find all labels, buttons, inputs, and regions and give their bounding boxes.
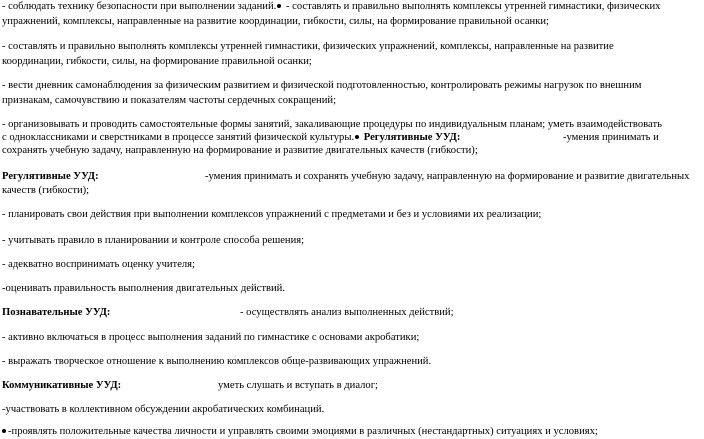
paragraph-10-text: - осуществлять анализ выполненных действий; [240,307,454,318]
paragraph-9: -оценивать правильность выполнения двигательных действий. [2,283,285,294]
paragraph-5-line-2: качеств (гибкости); [2,185,90,196]
communicative-heading: Коммуникативные УУД: [2,380,122,391]
paragraph-1-text-b: - составлять и правильно выполнять комплексы утренней гимнастики, физических [283,1,661,12]
paragraph-2-line-1: - составлять и правильно выполнять комплексы утренней гимнастики, физических упражнений, комплексы, направленные на развитие [2,41,614,52]
regulatory-heading-inline: Регулятивные УУД: [361,132,461,143]
paragraph-11: - активно включаться в процесс выполнения заданий по гимнастике с основами акробатики; [2,332,420,343]
paragraph-15-text: -проявлять положительные качества личности и управлять своими эмоциями в различных (нестандартных) ситуациях и условиях; [8,426,598,437]
paragraph-5-line-1-text: -умения принимать и сохранять учебную задачу, направленную на формирование и развитие двигательных [205,171,690,182]
cognitive-heading: Познавательные УУД: [2,307,111,318]
paragraph-1-text-a: - соблюдать технику безопасности при выполнении заданий. [2,1,277,12]
paragraph-6: - планировать свои действия при выполнении комплексов упражнений с предметами и без и условиями их реализации; [2,209,542,220]
paragraph-13-text: уметь слушать и вступать в диалог; [218,380,378,391]
bullet-icon [355,135,359,139]
paragraph-3-line-1: - вести дневник самонаблюдения за физическим развитием и физической подготовленностью, контролировать режимы нагрузок по внешним [2,80,642,91]
paragraph-12: - выражать творческое отношение к выполнению комплексов обще-развивающих упражнений. [2,356,432,367]
paragraph-8: - адекватно воспринимать оценку учителя; [2,259,195,270]
bullet-icon [277,4,281,8]
bullet-icon [2,429,6,433]
paragraph-1-line-1 [2,0,660,14]
paragraph-3-line-2: признакам, самочувствию и показателям частоты сердечных сокращений; [2,95,337,106]
paragraph-14: -участвовать в коллективном обсуждении акробатических комбинаций. [2,404,325,415]
paragraph-4-line-1: - организовывать и проводить самостоятельные формы занятий, закаливающие процедуры по индивидуальным планам; уметь взаимодействовать [2,119,662,130]
paragraph-1-line-2: упражнений, комплексы, направленные на развитие координации, гибкости, силы, на формирование правильной осанки; [2,16,549,27]
paragraph-7: - учитывать правило в планировании и контроле способа решения; [2,235,305,246]
paragraph-4-line-3: сохранять учебную задачу, направленную на формирование и развитие двигательных качеств (гибкости); [2,145,478,156]
paragraph-4-text-c: -умения принимать и [563,132,659,143]
paragraph-4-text-a: с одноклассниками и сверстниками в процессе занятий физической культуры. [2,132,355,143]
regulatory-heading: Регулятивные УУД: [2,171,99,182]
paragraph-2-line-2: координации, гибкости, силы, на формирование правильной осанки; [2,56,312,67]
paragraph-4-line-2 [2,131,460,145]
